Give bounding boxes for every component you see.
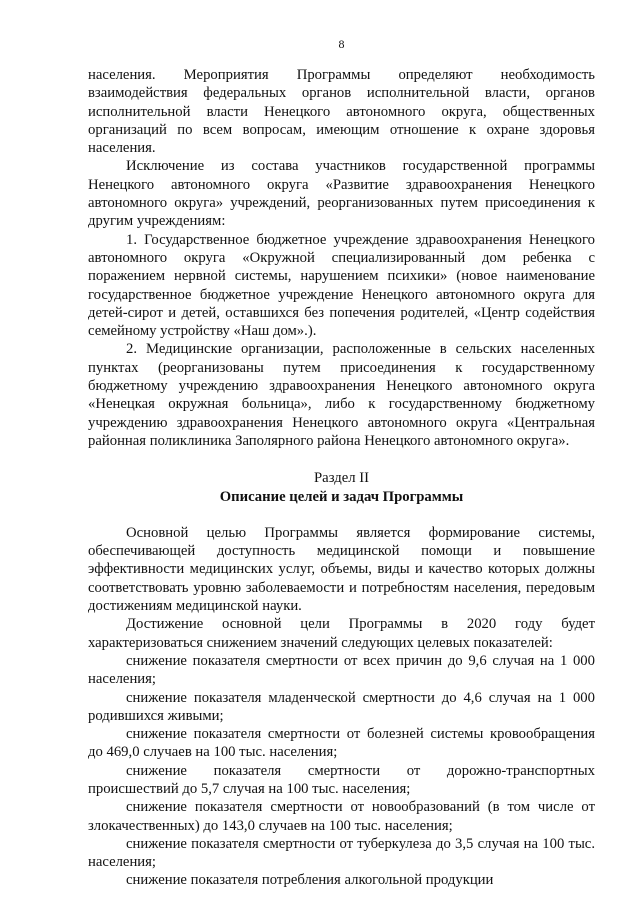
page-number: 8: [338, 37, 345, 51]
paragraph-exclusion-intro: Исключение из состава участников государственной программы Ненецкого автономного округа «Развитие здравоохранения Ненецкого автономного округа» учреждений, реорганизованных путем присоединения к другим учреждениям:: [88, 158, 595, 230]
indicator-item: снижение показателя смертности от дорожно-транспортных происшествий до 5,7 случая на 100 тыс. населения;: [88, 762, 595, 797]
paragraph-exclusion-item-1: 1. Государственное бюджетное учреждение здравоохранения Ненецкого автономного округа «Окружной специализированный дом ребенка с поражением нервной системы, нарушением психики» (новое наименование государственное бюджетное учреждение Ненецкого автономного округа для детей-сирот и детей, оставшихся без попечения родителей, «Центр содействия семейному устройству «Наш дом».).: [88, 231, 595, 340]
paragraph-goal-achievement: Достижение основной цели Программы в 2020 году будет характеризоваться снижением значений следующих целевых показателей:: [88, 616, 595, 651]
indicator-item: снижение показателя смертности от туберкулеза до 3,5 случая на 100 тыс. населения;: [88, 835, 595, 871]
indicator-item: снижение показателя смертности от новообразований (в том числе от злокачественных) до 143,0 случаев на 100 тыс. населения;: [88, 799, 595, 834]
indicator-item: снижение показателя младенческой смертности до 4,6 случая на 1 000 родившихся живыми;: [88, 689, 595, 724]
document-body: [88, 66, 595, 890]
paragraph-exclusion-item-2: 2. Медицинские организации, расположенные в сельских населенных пунктах (реорганизованы путем присоединения к государственному бюджетному учреждению здравоохранения Ненецкого автономного округа «Ненецкая окружная больница», либо к государственному бюджетному учреждению здравоохранения Ненецкого автономного округа «Центральная районная поликлиника Заполярного района Ненецкого автономного округа».: [88, 341, 595, 449]
indicator-item: снижение показателя потребления алкогольной продукции: [126, 872, 494, 889]
paragraph-main-goal: Основной целью Программы является формирование системы, обеспечивающей доступность медицинской помощи и повышение эффективности медицинских услуг, объемы, виды и качество которых должны соответствовать уровню заболеваемости и потребностям населения, передовым достижениям медицинской науки.: [88, 524, 595, 615]
paragraph-continuation: населения. Мероприятия Программы определяют необходимость взаимодействия федеральных органов исполнительной власти, органов исполнительной власти Ненецкого автономного округа, общественных организаций по всем вопросам, имеющим отношение к охране здоровья населения.: [88, 67, 595, 157]
indicator-item: снижение показателя смертности от всех причин до 9,6 случая на 1 000 населения;: [88, 652, 595, 688]
document-page: [88, 0, 595, 905]
section-title: Описание целей и задач Программы: [219, 488, 464, 505]
indicator-item: снижение показателя смертности от болезней системы кровообращения до 469,0 случаев на 100 тыс. населения;: [88, 726, 595, 761]
section-label: Раздел II: [314, 470, 369, 487]
